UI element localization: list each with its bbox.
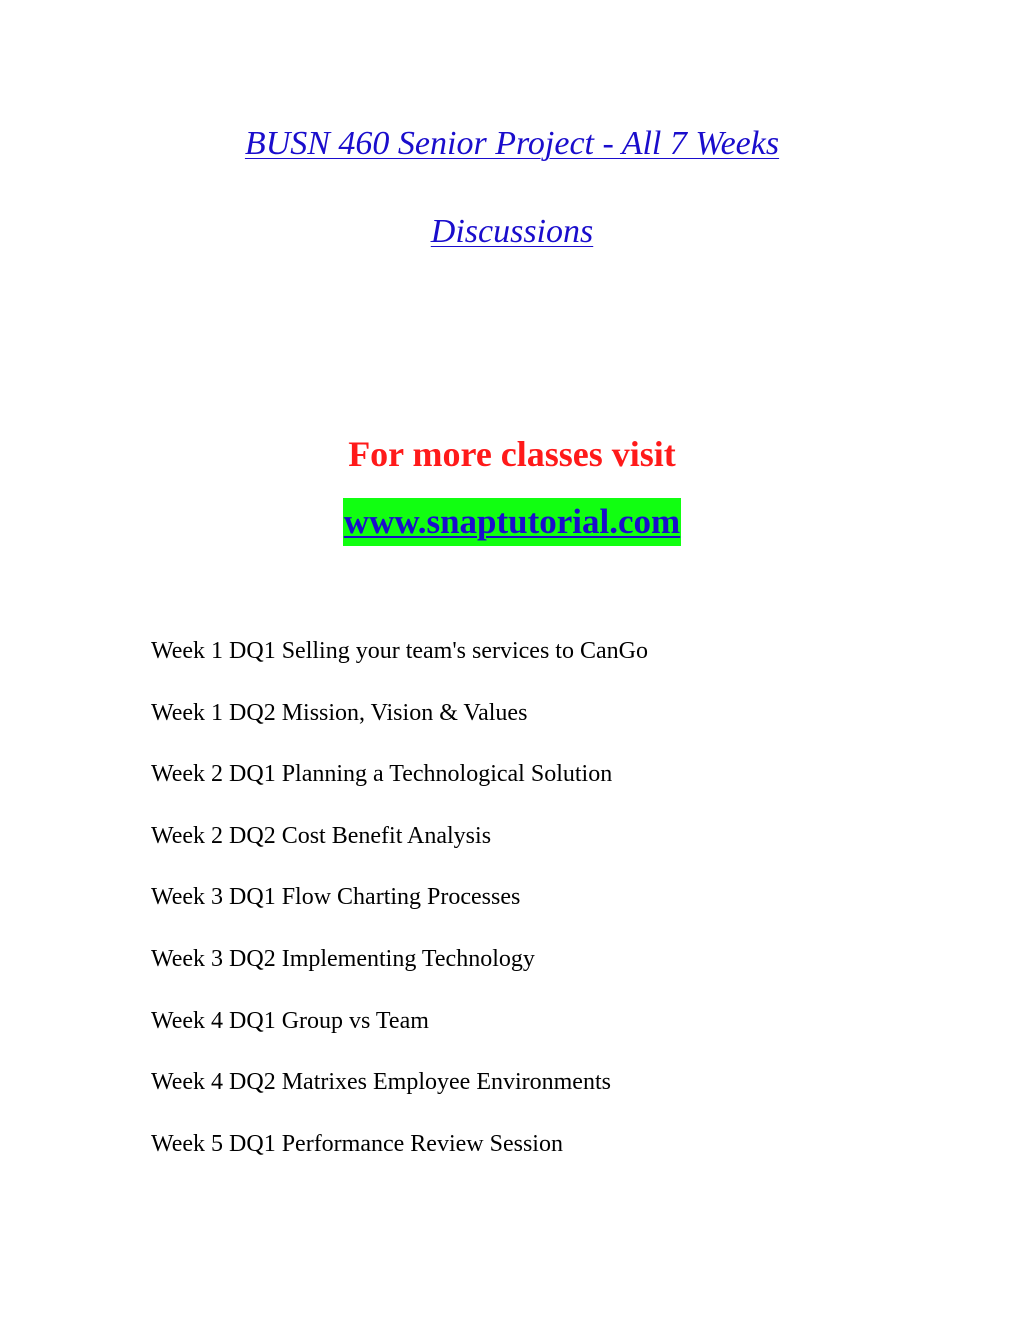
week-list — [151, 633, 648, 1187]
list-item: Week 4 DQ1 Group vs Team — [151, 1007, 429, 1034]
document-title-line-1 — [0, 124, 1024, 164]
list-item: Week 4 DQ2 Matrixes Employee Environments — [151, 1069, 611, 1096]
site-link-container — [0, 498, 1024, 546]
list-item: Week 2 DQ1 Planning a Technological Solution — [151, 761, 613, 788]
list-item: Week 3 DQ2 Implementing Technology — [151, 945, 535, 972]
list-item: Week 1 DQ2 Mission, Vision & Values — [151, 699, 528, 726]
document-title-line-2 — [0, 212, 1024, 252]
promo-text: For more classes visit — [348, 434, 676, 474]
list-item: Week 3 DQ1 Flow Charting Processes — [151, 884, 521, 911]
list-item: Week 1 DQ1 Selling your team's services to CanGo — [151, 638, 648, 664]
list-item: Week 5 DQ1 Performance Review Session — [151, 1130, 563, 1157]
title-link-discussions[interactable]: Discussions — [430, 213, 594, 250]
list-item: Week 2 DQ2 Cost Benefit Analysis — [151, 822, 492, 849]
title-link[interactable]: BUSN 460 Senior Project - All 7 Weeks — [244, 125, 780, 162]
site-link[interactable]: www.snaptutorial.com — [343, 498, 681, 546]
